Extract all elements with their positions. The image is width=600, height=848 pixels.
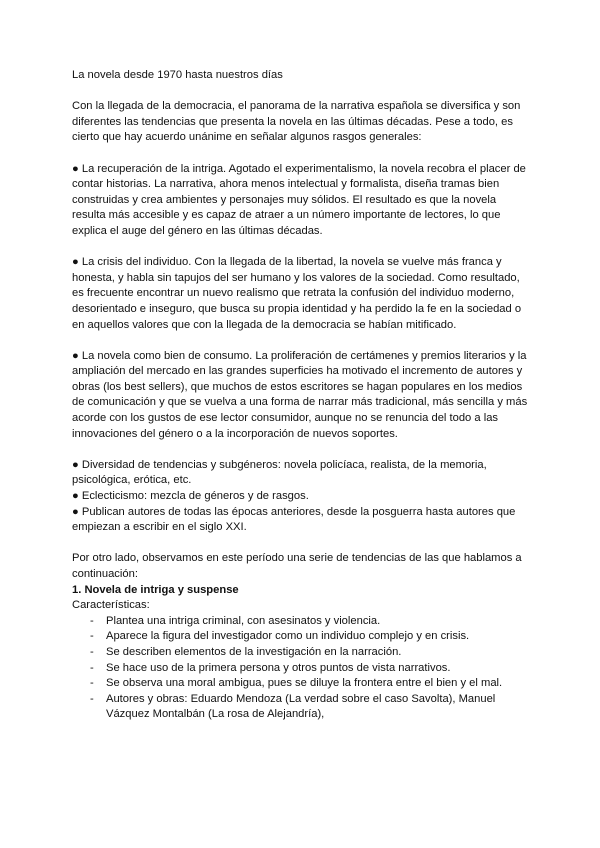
section-heading: 1. Novela de intriga y suspense [72, 583, 239, 596]
feature-paragraph: ● La crisis del individuo. Con la llegada de la libertad, la novela se vuelve más franca y honesta, y habla sin tapujos del ser humano y los valores de la sociedad. Como resultado, es frecuente encontrar un nuevo realismo que retrata la confusión del individuo moderno, desorientado e inseguro, que busca su propia identidad y ha perdido la fe en la sociedad o en aquellos valores que con la llegada de la democracia se habían mitificado. [72, 256, 522, 331]
list-item-text: Autores y obras: Eduardo Mendoza (La verdad sobre el caso Savolta), Manuel Vázquez Montalbán (La rosa de Alejandría), [106, 692, 496, 721]
dash-bullet: - [90, 630, 94, 643]
list-item-text: Se observa una moral ambigua, pues se diluye la frontera entre el bien y el mal. [106, 677, 503, 690]
intro-paragraph: Con la llegada de la democracia, el panorama de la narrativa española se diversifica y son diferentes las tendencias que presenta la novela en las últimas décadas. Pese a todo, es cierto que hay acuerdo unánime en señalar algunos rasgos generales: [72, 100, 521, 144]
list-item-text: Se hace uso de la primera persona y otros puntos de vista narrativos. [106, 661, 451, 674]
list-item-text: Se describen elementos de la investigación en la narración. [106, 645, 402, 658]
extra-point: ● Diversidad de tendencias y subgéneros: novela policíaca, realista, de la memoria, psicológica, erótica, etc. [72, 458, 487, 487]
dash-bullet: - [90, 677, 94, 690]
list-item [72, 661, 532, 677]
list-item-text: Aparece la figura del investigador como un individuo complejo y en crisis. [106, 630, 470, 643]
characteristics-list [72, 614, 532, 723]
list-item [72, 692, 532, 723]
dash-bullet: - [90, 645, 94, 658]
section-subheading: Características: [72, 599, 150, 612]
dash-bullet: - [90, 692, 94, 705]
transition-paragraph: Por otro lado, observamos en este período una serie de tendencias de las que hablamos a continuación: [72, 552, 522, 580]
document-body [72, 68, 532, 723]
list-item [72, 629, 532, 645]
list-item [72, 676, 532, 692]
feature-paragraph: ● La recuperación de la intriga. Agotado el experimentalismo, la novela recobra el placer de contar historias. La narrativa, ahora menos intelectual y formalista, diseña tramas bien construidas y crea ambientes y personajes muy sólidos. El resultado es que la novela resulta más accesible y es capaz de atraer a un número importante de lectores, lo que explica el auge del género en las últimas décadas. [72, 162, 526, 237]
extra-point: ● Publican autores de todas las épocas anteriores, desde la posguerra hasta autores que empiezan a escribir en el siglo XXI. [72, 505, 516, 534]
dash-bullet: - [90, 614, 94, 627]
list-item [72, 614, 532, 630]
feature-paragraph: ● La novela como bien de consumo. La proliferación de certámenes y premios literarios y la ampliación del mercado en las grandes superficies ha motivado el incremento de autores y obras (los best sellers), que muchos de estos escritores se hagan populares en los medios de comunicación y que se vuelva a una forma de narrar más tradicional, más sencilla y más acorde con los gustos de ese lector consumidor, aunque no se renuncia del todo a las innovaciones del género o a la incorporación de nuevos soportes. [72, 349, 528, 440]
extra-point: ● Eclecticismo: mezcla de géneros y de rasgos. [72, 490, 309, 503]
list-item-text: Plantea una intriga criminal, con asesinatos y violencia. [106, 614, 381, 627]
document-title: La novela desde 1970 hasta nuestros días [72, 69, 283, 81]
list-item [72, 645, 532, 661]
dash-bullet: - [90, 661, 94, 674]
